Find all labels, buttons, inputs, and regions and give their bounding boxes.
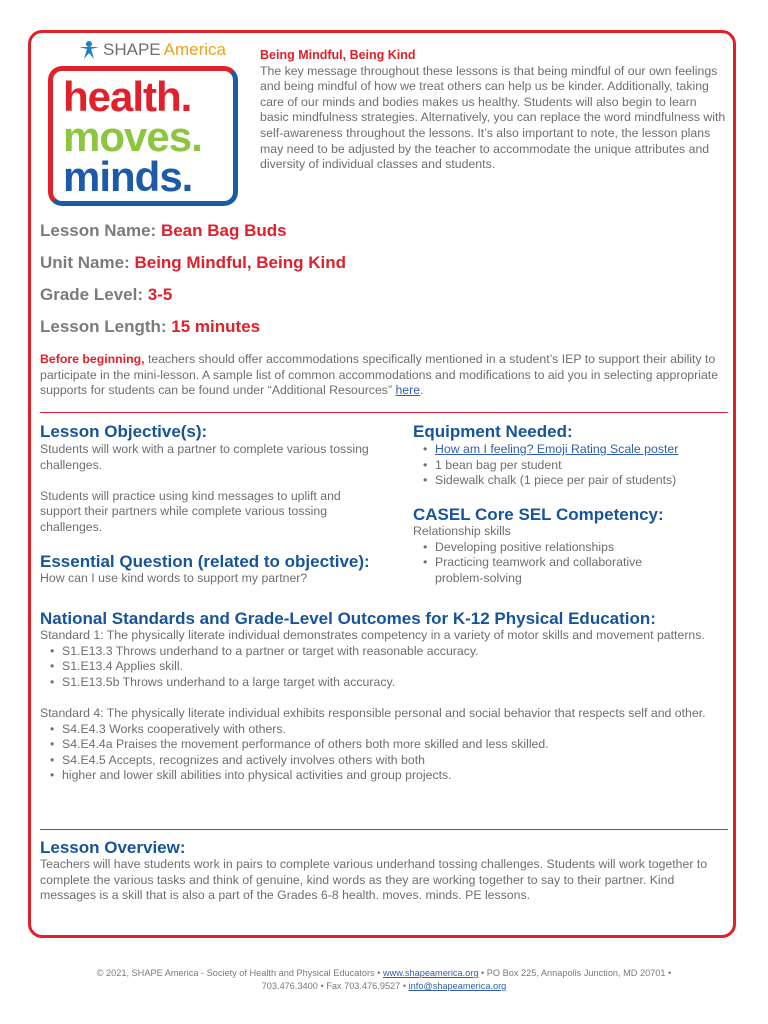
standard-4-list <box>40 722 728 784</box>
lesson-length <box>40 317 260 337</box>
divider <box>40 412 728 413</box>
lesson-length-value: 15 minutes <box>171 317 261 336</box>
unit-name-label: Unit Name: <box>40 253 130 272</box>
list-item: • S4.E4.3 Works cooperatively with others. <box>40 722 728 738</box>
objective-2: Students will practice using kind messages to uplift and support their partners while complete various tossing challenges. <box>40 488 341 534</box>
before-beginning <box>40 352 730 399</box>
org-name: SHAPE <box>103 40 161 59</box>
before-text: teachers should offer accommodations specifically mentioned in a student’s IEP to support their ability to participate in the mini-lesson. A sample list of common accommodations and modifications to aid you in selecting appropriate supports for students can be found under “Additional Resources” <box>40 352 719 398</box>
footer-copyright: © 2021, SHAPE America - Society of Health and Physical Educators • <box>96 968 383 978</box>
footer-phone: 703.476.3400 • Fax 703.476.9527 • <box>261 981 409 991</box>
lesson-length-label: Lesson Length: <box>40 317 167 336</box>
overview-text: Teachers will have students work in pairs to complete various underhand tossing challenges. Students will work together to complete the various tasks and think of genuine, kind words as they are working together to say to their partner. Kind messages is a skill that is also a part of the Grades 6-8 health. moves. minds. PE lessons. <box>40 857 708 903</box>
divider <box>40 829 728 830</box>
standard-1: Standard 1: The physically literate individual demonstrates competency in a variety of motor skills and movement patterns. <box>40 628 705 642</box>
equipment-list <box>413 442 723 489</box>
logo-moves: moves. <box>63 113 202 160</box>
intro-title: Being Mindful, Being Kind <box>260 48 416 62</box>
standards-heading: National Standards and Grade-Level Outcomes for K-12 Physical Education: <box>40 609 656 628</box>
list-item: • higher and lower skill abilities into physical activities and group projects. <box>40 768 728 784</box>
list-item: • Sidewalk chalk (1 piece per pair of students) <box>413 473 723 489</box>
objective-1: Students will work with a partner to complete various tossing challenges. <box>40 442 369 472</box>
standards-body <box>40 628 728 784</box>
grade-level-value: 3-5 <box>147 285 173 304</box>
footer-email-link[interactable]: info@shapeamerica.org <box>408 981 507 991</box>
intro-text: The key message throughout these lessons is that being mindful of our own feelings and being mindful of how we treat others can help us be kinder. Additionally, taking care of our minds and bodies makes us healthy. Students will also begin to learn basic mindfulness strategies. Alternatively, you can replace the word mindfulness with self-awareness throughout the lessons. It’s also important to note, the lesson plans may need to be adjusted by the teacher to accommodate the unique attributes and diversity of individual classes and students. <box>260 63 726 172</box>
objectives-heading: Lesson Objective(s): <box>40 422 208 441</box>
essential-question-heading: Essential Question (related to objective): <box>40 552 370 571</box>
logo-minds: minds. <box>63 153 193 200</box>
here-link[interactable]: here <box>395 383 421 398</box>
grade-level-label: Grade Level: <box>40 285 143 304</box>
list-item: • S4.E4.5 Accepts, recognizes and actively involves others with both <box>40 753 728 769</box>
casel-subhead: Relationship skills <box>413 524 511 538</box>
standard-1-list <box>40 644 728 691</box>
list-item <box>413 442 723 458</box>
list-item: • 1 bean bag per student <box>413 458 723 474</box>
footer-address: • PO Box 225, Annapolis Junction, MD 20701 • <box>478 968 672 978</box>
lesson-name <box>40 221 287 241</box>
list-item: • S4.E4.4a Praises the movement performance of others both more skilled and less skilled. <box>40 737 728 753</box>
health-moves-minds-logo <box>48 66 238 206</box>
list-item: • Developing positive relationships <box>413 540 723 556</box>
overview-heading: Lesson Overview: <box>40 838 186 857</box>
standard-4: Standard 4: The physically literate individual exhibits responsible personal and social behavior that respects self and other. <box>40 705 706 720</box>
essential-question-text: How can I use kind words to support my partner? <box>40 571 308 585</box>
intro-block <box>260 48 726 173</box>
unit-name <box>40 253 346 273</box>
list-item: • S1.E13.3 Throws underhand to a partner or target with reasonable accuracy. <box>40 644 728 660</box>
unit-name-value: Being Mindful, Being Kind <box>134 253 346 272</box>
person-star-icon <box>78 40 100 60</box>
list-item: • S1.E13.5b Throws underhand to a large target with accuracy. <box>40 675 728 691</box>
logo-health: health. <box>63 73 192 120</box>
casel-heading: CASEL Core SEL Competency: <box>413 505 664 524</box>
list-item: • S1.E13.4 Applies skill. <box>40 659 728 675</box>
lesson-name-label: Lesson Name: <box>40 221 157 240</box>
lesson-name-value: Bean Bag Buds <box>160 221 287 240</box>
casel-list <box>413 540 723 587</box>
equipment-heading: Equipment Needed: <box>413 422 573 441</box>
emoji-poster-link[interactable]: How am I feeling? Emoji Rating Scale poster <box>435 442 679 456</box>
casel-body <box>413 524 723 586</box>
before-end: . <box>420 383 424 398</box>
shape-america-logo <box>78 40 226 60</box>
objectives-body <box>40 442 370 536</box>
grade-level <box>40 285 172 305</box>
org-suffix: America <box>163 40 226 59</box>
footer <box>0 967 768 993</box>
before-lead: Before beginning, <box>40 352 145 366</box>
list-item: • Practicing teamwork and collaborative problem-solving <box>413 555 685 586</box>
footer-website-link[interactable]: www.shapeamerica.org <box>382 968 479 978</box>
